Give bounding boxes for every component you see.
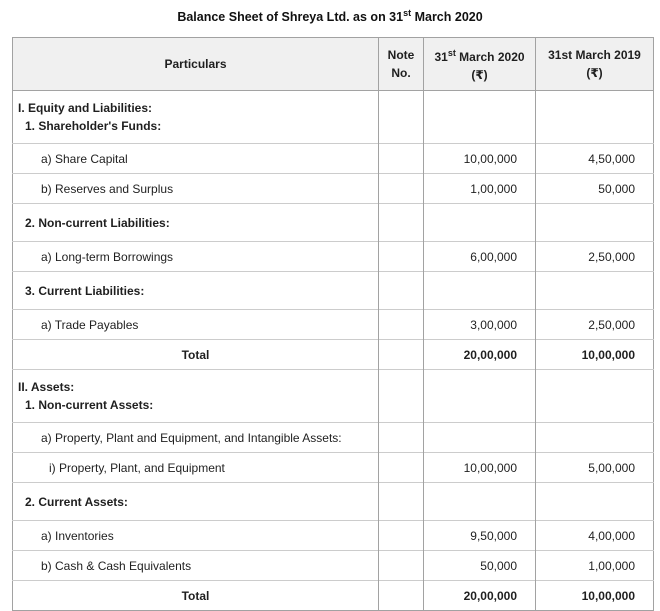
particulars-cell	[13, 174, 379, 204]
item-label: i) Property, Plant, and Equipment	[49, 460, 225, 475]
item-label: a) Share Capital	[41, 151, 128, 166]
item-label: a) Long-term Borrowings	[41, 249, 174, 264]
particulars-cell	[13, 521, 379, 551]
note-no-cell	[379, 423, 424, 453]
value-2020-cell	[424, 423, 536, 453]
note-no-cell	[379, 551, 424, 581]
note-no-cell	[379, 144, 424, 174]
section-row	[13, 483, 654, 521]
value-2020-cell: 9,50,000	[424, 521, 536, 551]
note-no-cell	[379, 242, 424, 272]
header-march-2019: 31st March 2019 (₹)	[536, 38, 654, 91]
value-2019-cell: 4,50,000	[536, 144, 654, 174]
note-no-cell	[379, 91, 424, 144]
section-label: 2. Current Assets:	[25, 494, 128, 509]
value-2020-cell	[424, 272, 536, 310]
particulars-cell	[13, 144, 379, 174]
item-label: a) Inventories	[41, 528, 114, 543]
particulars-cell	[13, 242, 379, 272]
particulars-cell	[13, 204, 379, 242]
particulars-cell: Total	[13, 581, 379, 611]
value-2020-cell	[424, 370, 536, 423]
value-2020-cell: 6,00,000	[424, 242, 536, 272]
value-2020-cell: 20,00,000	[424, 340, 536, 370]
note-no-cell	[379, 310, 424, 340]
value-2020-cell: 20,00,000	[424, 581, 536, 611]
particulars-cell: Total	[13, 340, 379, 370]
section-row	[13, 204, 654, 242]
value-2019-cell	[536, 370, 654, 423]
value-2020-cell	[424, 204, 536, 242]
section-label: II. Assets:	[18, 380, 75, 395]
value-2019-cell: 2,50,000	[536, 310, 654, 340]
note-no-cell	[379, 581, 424, 611]
header-march-2020: 31st March 2020 (₹)	[424, 38, 536, 91]
item-label: b) Reserves and Surplus	[41, 181, 174, 196]
header-note-no: Note No.	[379, 38, 424, 91]
item-row	[13, 242, 654, 272]
item-label: b) Cash & Cash Equivalents	[41, 558, 192, 573]
value-2019-cell: 5,00,000	[536, 453, 654, 483]
value-2019-cell: 2,50,000	[536, 242, 654, 272]
note-no-cell	[379, 272, 424, 310]
section-label: I. Equity and Liabilities:	[18, 101, 153, 116]
item-row	[13, 551, 654, 581]
header-2019-rupee-unit: (₹)	[586, 66, 603, 81]
header-2020-rupee-unit: (₹)	[471, 68, 488, 83]
section-label: 2. Non-current Liabilities:	[25, 215, 170, 230]
note-no-cell	[379, 174, 424, 204]
section-label: 1. Non-current Assets:	[25, 398, 154, 413]
value-2020-cell	[424, 483, 536, 521]
item-row	[13, 174, 654, 204]
particulars-cell	[13, 272, 379, 310]
note-no-cell	[379, 370, 424, 423]
value-2019-cell	[536, 204, 654, 242]
particulars-cell	[13, 91, 379, 144]
value-2020-cell: 3,00,000	[424, 310, 536, 340]
value-2019-cell	[536, 423, 654, 453]
value-2020-cell: 10,00,000	[424, 144, 536, 174]
note-no-cell	[379, 521, 424, 551]
page-title	[0, 8, 660, 24]
item-label: a) Trade Payables	[41, 317, 139, 332]
header-2020-superscript: st	[447, 48, 456, 59]
value-2020-cell: 10,00,000	[424, 453, 536, 483]
note-no-cell	[379, 483, 424, 521]
particulars-cell	[13, 310, 379, 340]
item-row	[13, 423, 654, 453]
note-no-cell	[379, 453, 424, 483]
value-2020-cell: 50,000	[424, 551, 536, 581]
page-title-superscript: st	[403, 8, 412, 18]
value-2019-cell: 1,00,000	[536, 551, 654, 581]
value-2019-cell: 10,00,000	[536, 581, 654, 611]
total-row	[13, 340, 654, 370]
item-row	[13, 144, 654, 174]
value-2020-cell: 1,00,000	[424, 174, 536, 204]
item-row	[13, 453, 654, 483]
page-title-text-end: March 2020	[411, 10, 483, 25]
value-2019-cell	[536, 91, 654, 144]
section-row	[13, 370, 654, 423]
balance-sheet-table	[12, 37, 654, 611]
page-title-text: Balance Sheet of Shreya Ltd. as on 31	[177, 10, 404, 25]
item-row	[13, 521, 654, 551]
value-2020-cell	[424, 91, 536, 144]
value-2019-cell	[536, 483, 654, 521]
particulars-cell	[13, 551, 379, 581]
particulars-cell	[13, 453, 379, 483]
value-2019-cell: 50,000	[536, 174, 654, 204]
balance-sheet-body	[13, 91, 654, 611]
item-label: a) Property, Plant and Equipment, and Intangible Assets:	[41, 430, 342, 445]
section-label: 1. Shareholder's Funds:	[25, 119, 162, 134]
note-no-cell	[379, 340, 424, 370]
particulars-cell	[13, 423, 379, 453]
item-row	[13, 310, 654, 340]
value-2019-cell: 4,00,000	[536, 521, 654, 551]
value-2019-cell: 10,00,000	[536, 340, 654, 370]
value-2019-cell	[536, 272, 654, 310]
section-row	[13, 91, 654, 144]
section-label: 3. Current Liabilities:	[25, 283, 145, 298]
particulars-cell	[13, 370, 379, 423]
header-particulars: Particulars	[13, 38, 379, 91]
total-row	[13, 581, 654, 611]
section-row	[13, 272, 654, 310]
note-no-cell	[379, 204, 424, 242]
header-row	[13, 38, 654, 91]
particulars-cell	[13, 483, 379, 521]
